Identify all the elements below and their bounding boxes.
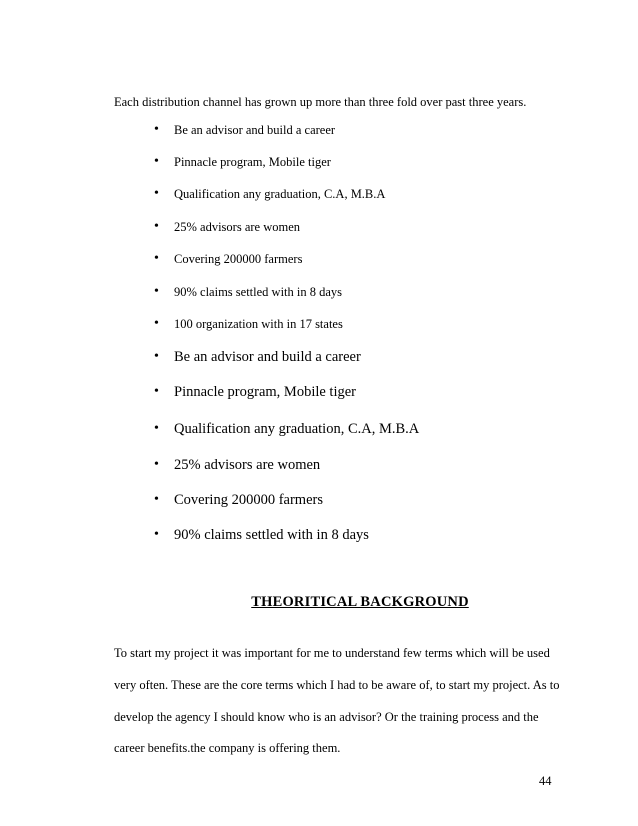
list-item (154, 348, 361, 366)
list-item-text: 90% claims settled with in 8 days (174, 285, 343, 299)
intro-sentence: Each distribution channel has grown up more than three fold over past three years. (114, 95, 527, 109)
list-item-text: 100 organization with in 17 states (174, 317, 343, 331)
list-item (154, 383, 356, 401)
bullet-icon: • (154, 316, 159, 331)
list-item (154, 154, 331, 170)
list-item-text: Be an advisor and build a career (174, 349, 361, 365)
list-item-text: 25% advisors are women (174, 457, 321, 473)
list-item (154, 316, 343, 332)
list-item-text: 25% advisors are women (174, 220, 301, 234)
bullet-icon: • (154, 421, 159, 436)
list-item-text: Qualification any graduation, C.A, M.B.A (174, 187, 386, 201)
bullet-icon: • (154, 154, 159, 169)
bullet-icon: • (154, 284, 159, 299)
list-item-text: Be an advisor and build a career (174, 123, 336, 137)
list-item (154, 219, 300, 235)
list-item-text: Pinnacle program, Mobile tiger (174, 384, 357, 400)
list-item-text: Covering 200000 farmers (174, 252, 303, 266)
bullet-icon: • (154, 219, 159, 234)
bullet-icon: • (154, 492, 159, 507)
list-item-text: 90% claims settled with in 8 days (174, 527, 369, 543)
list-item (154, 420, 419, 438)
bullet-icon: • (154, 384, 159, 399)
list-item-text: Qualification any graduation, C.A, M.B.A (174, 421, 420, 437)
list-item-text: Covering 200000 farmers (174, 492, 323, 508)
list-item (154, 491, 323, 509)
bullet-icon: • (154, 457, 159, 472)
paragraph-line: very often. These are the core terms which I had to be aware of, to start my project. As to (114, 678, 560, 692)
bullet-icon: • (154, 527, 159, 542)
list-item (154, 122, 335, 138)
bullet-icon: • (154, 251, 159, 266)
list-item (154, 526, 369, 544)
list-item-text: Pinnacle program, Mobile tiger (174, 155, 331, 169)
list-item (154, 186, 385, 202)
page-number: 44 (539, 774, 552, 788)
bullet-icon: • (154, 349, 159, 364)
bullet-icon: • (154, 186, 159, 201)
paragraph-line: develop the agency I should know who is an advisor? Or the training process and the (114, 710, 539, 724)
section-heading: THEORITICAL BACKGROUND (251, 594, 469, 610)
list-item (154, 284, 342, 300)
list-item (154, 456, 320, 474)
paragraph-line: career benefits.the company is offering them. (114, 741, 341, 755)
list-item (154, 251, 302, 267)
paragraph-line: To start my project it was important for me to understand few terms which will be used (114, 646, 550, 660)
bullet-icon: • (154, 122, 159, 137)
